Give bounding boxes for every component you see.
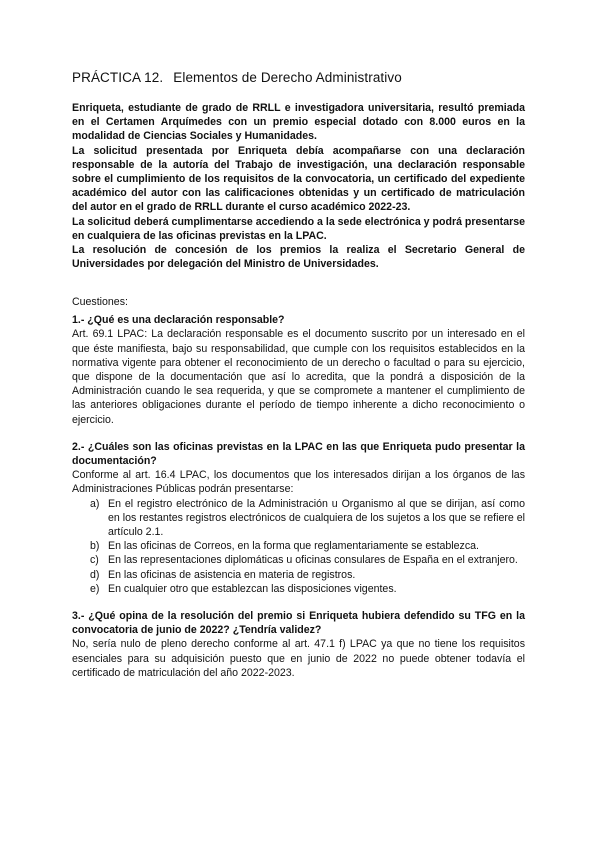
question-block-3	[72, 609, 525, 680]
list-item	[72, 553, 525, 567]
intro-paragraph: La solicitud deberá cumplimentarse accediendo a la sede electrónica y podrá presentarse en cualquiera de las oficinas previstas en la LPAC.	[72, 215, 525, 242]
page-title	[72, 70, 402, 85]
list-marker: a)	[90, 497, 100, 510]
list-item	[72, 568, 525, 582]
question-1: 1.- ¿Qué es una declaración responsable?	[72, 314, 285, 327]
intro-paragraph: Enriqueta, estudiante de grado de RRLL e investigadora universitaria, resultó premiada en el Certamen Arquímedes con un premio especial dotado con 8.000 euros en la modalidad de Ciencias Sociales y Humanidades.	[72, 102, 525, 143]
intro-paragraph: La resolución de concesión de los premios la realiza el Secretario General de Universidades por delegación del Ministro de Universidades.	[72, 244, 525, 271]
answer-3: No, sería nulo de pleno derecho conforme al art. 47.1 f) LPAC ya que no tiene los requisitos esenciales para su adquisición puesto que en junio de 2022 no puede obtener todavía el certificado de matriculación del año 2022-2023.	[72, 638, 525, 679]
list-item-text: En las oficinas de asistencia en materia de registros.	[108, 568, 356, 581]
case-statement	[72, 101, 525, 271]
list-marker: e)	[90, 582, 100, 595]
office-options-list	[72, 497, 525, 596]
list-item	[72, 582, 525, 596]
practice-number: PRÁCTICA 12.	[72, 70, 164, 85]
answer-1: Art. 69.1 LPAC: La declaración responsable es el documento suscrito por un interesado en el que éste manifiesta, bajo su responsabilidad, que cumple con los requisitos establecidos en la normativa vigente para obtener el reconocimiento de un derecho o facultad o para su ejercicio, que dispone de la documentación que así lo acredita, que la pondrá a disposición de la Administración cuando le sea requerida, y que se compromete a mantener el cumplimiento de las anteriores obligaciones durante el período de tiempo inherente a dicho reconocimiento o ejercicio.	[72, 328, 525, 426]
list-item-text: En cualquier otro que establezcan las disposiciones vigentes.	[108, 582, 397, 595]
question-2: 2.- ¿Cuáles son las oficinas previstas en la LPAC en las que Enriqueta pudo presentar la documentación?	[72, 440, 525, 468]
list-item-text: En las representaciones diplomáticas u oficinas consulares de España en el extranjero.	[108, 554, 518, 567]
list-item	[72, 497, 525, 540]
question-block-1	[72, 313, 525, 427]
answer-2-intro: Conforme al art. 16.4 LPAC, los documentos que los interesados dirijan a los órganos de las Administraciones Públicas podrán presentarse:	[72, 469, 525, 496]
questions-section	[72, 295, 525, 680]
list-item	[72, 539, 525, 553]
list-item-text: En las oficinas de Correos, en la forma que reglamentariamente se establezca.	[108, 540, 479, 553]
list-marker: b)	[90, 540, 100, 553]
practice-title: Elementos de Derecho Administrativo	[173, 70, 402, 85]
question-block-2	[72, 440, 525, 596]
list-item-text: En el registro electrónico de la Administración u Organismo al que se dirijan, así como en los restantes registros electrónicos de cualquiera de los sujetos a los que se refiere el artículo 2.1.	[108, 497, 525, 539]
intro-paragraph: La solicitud presentada por Enriqueta debía acompañarse con una declaración responsable de la autoría del Trabajo de investigación, una declaración responsable sobre el cumplimiento de los requisitos de la convocatoria, un certificado del expediente académico del autor con las calificaciones obtenidas y un certificado de matriculación del autor en el grado de RRLL durante el curso académico 2022-23.	[72, 144, 525, 214]
list-marker: d)	[90, 568, 100, 581]
questions-header: Cuestiones:	[72, 296, 128, 308]
question-3: 3.- ¿Qué opina de la resolución del premio si Enriqueta hubiera defendido su TFG en la convocatoria de junio de 2022? ¿Tendría validez?	[72, 610, 525, 637]
list-marker: c)	[90, 554, 99, 567]
